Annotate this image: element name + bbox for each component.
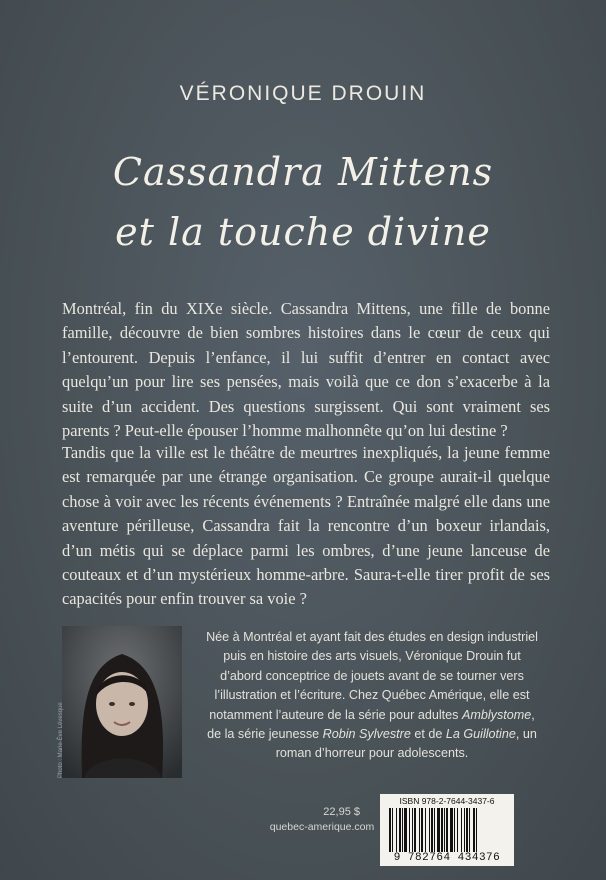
author-photo	[62, 626, 182, 778]
price: 22,95 $	[323, 806, 360, 818]
publisher-website: quebec-amerique.com	[269, 821, 375, 833]
ean-number: 9 782764 434376	[393, 852, 501, 864]
series-title-la-guillotine: La Guillotine	[445, 727, 516, 742]
synopsis-paragraph-2: Tandis que la ville est le théâtre de meurtres inexpliqués, la jeune femme est remarquée par une étrange organisation. Ce groupe aurait-il quelque chose à voir avec les récents événements ? Entraînée malgré elle dans une aventure périlleuse, Cassandra fait la rencontre d’un boxeur irlandais, d’un métis qui se déplace parmi les ombres, d’une jeune lanceuse de couteaux et d’un mystérieux homme-arbre. Saura-t-elle tirer profit de ses capacités pour enfin trouver sa voie ?	[62, 443, 550, 609]
series-title-robin-sylvestre: Robin Sylvestre	[322, 727, 411, 742]
series-title-amblystome: Amblystome	[461, 707, 532, 722]
book-title-line2: et la touche divine	[115, 210, 491, 254]
synopsis-paragraph-1: Montréal, fin du XIXe siècle. Cassandra Mittens, une fille de bonne famille, découvre de bien sombres histoires dans le cœur de ceux qui l’entourent. Depuis l’enfance, il lui suffit d’entrer en contact avec quelqu’un pour lire ses pensées, mais voilà que ce don s’exacerbe à la suite d’un accident. Des questions surgissent. Qui sont vraiment ses parents ? Peut-elle épouser l’homme malhonnête qu’on lui destine ?	[62, 299, 550, 441]
isbn-number: ISBN 978-2-7644-3437-6	[399, 796, 495, 806]
barcode-icon	[388, 808, 506, 852]
barcode-panel	[380, 794, 514, 866]
author-name: VÉRONIQUE DROUIN	[179, 82, 427, 105]
book-title-line1: Cassandra Mittens	[112, 150, 494, 194]
author-bio: Née à Montréal et ayant fait des études en design industriel puis en histoire des arts visuels, Véronique Drouin fut d’abord conceptrice de jouets avant de se tourner vers l’illustration et l’écriture. Chez Québec Amérique, elle est notamment l’auteure de la série pour adultes Amblystome, de la série jeunesse Robin Sylvestre et de La Guillotine, un roman d’horreur pour adolescents.	[206, 630, 538, 761]
photo-credit: Photo : Marie-Ève Lévesque	[58, 702, 64, 778]
